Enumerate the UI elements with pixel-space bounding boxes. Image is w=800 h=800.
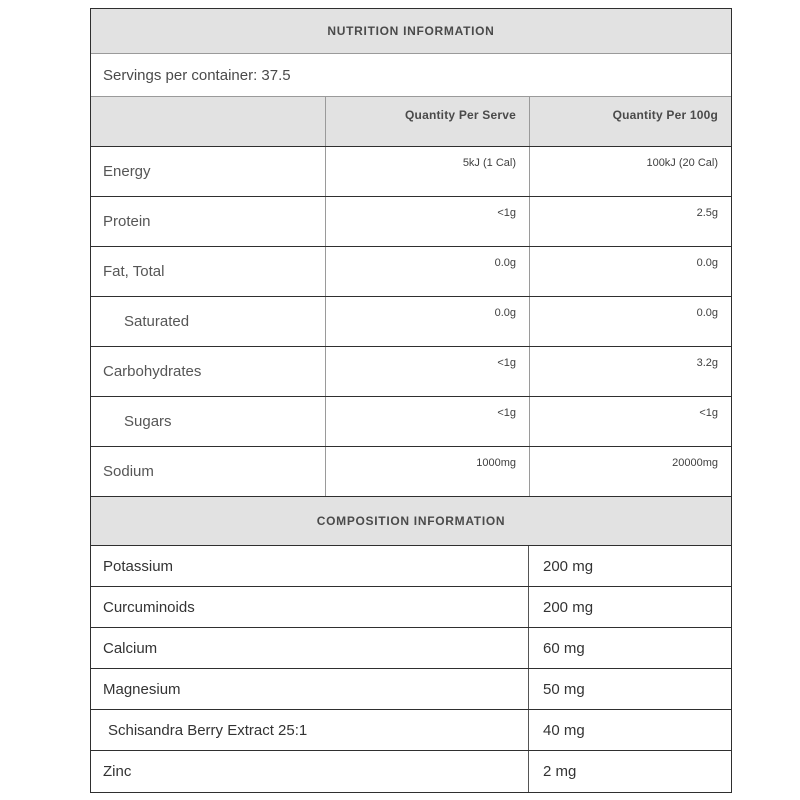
table-row-zinc <box>91 751 731 792</box>
row-label: Protein <box>103 213 151 230</box>
row-amount: 40 mg <box>528 710 731 750</box>
column-header-per-serve: Quantity Per Serve <box>325 97 529 146</box>
composition-information-title: COMPOSITION INFORMATION <box>91 497 731 546</box>
row-value-per-100g: 20000mg <box>529 447 731 496</box>
row-label: Carbohydrates <box>103 363 202 380</box>
table-row-curcuminoids <box>91 587 731 628</box>
row-value-per-serve: <1g <box>325 397 529 446</box>
row-label: Saturated <box>124 313 190 330</box>
row-value-per-100g: <1g <box>529 397 731 446</box>
table-row-fat-total <box>91 247 731 297</box>
row-value-per-serve: 0.0g <box>325 297 529 346</box>
row-label: Schisandra Berry Extract 25:1 <box>108 721 308 739</box>
row-value-per-100g: 2.5g <box>529 197 731 246</box>
row-label: Energy <box>103 163 151 180</box>
row-amount: 50 mg <box>528 669 731 709</box>
row-value-per-100g: 0.0g <box>529 297 731 346</box>
table-row-potassium <box>91 546 731 587</box>
table-row-energy <box>91 147 731 197</box>
table-row-saturated <box>91 297 731 347</box>
table-row-sodium <box>91 447 731 497</box>
row-label: Potassium <box>103 557 174 575</box>
row-label: Sugars <box>124 413 172 430</box>
row-amount: 200 mg <box>528 587 731 627</box>
column-header-blank <box>91 97 325 146</box>
table-row-protein <box>91 197 731 247</box>
table-row-calcium <box>91 628 731 669</box>
row-label: Zinc <box>103 763 132 780</box>
servings-text: Servings per container: 37.5 <box>103 66 291 84</box>
row-value-per-serve: 0.0g <box>325 247 529 296</box>
row-label: Fat, Total <box>103 263 165 280</box>
row-amount: 60 mg <box>528 628 731 668</box>
row-label: Magnesium <box>103 680 181 698</box>
row-label: Curcuminoids <box>103 598 195 616</box>
row-amount: 200 mg <box>528 546 731 586</box>
row-label: Calcium <box>103 639 158 657</box>
table-row-magnesium <box>91 669 731 710</box>
column-header-per-100g: Quantity Per 100g <box>529 97 731 146</box>
table-row-sugars <box>91 397 731 447</box>
row-amount: 2 mg <box>528 751 731 792</box>
row-value-per-100g: 100kJ (20 Cal) <box>529 147 731 196</box>
row-value-per-100g: 0.0g <box>529 247 731 296</box>
nutrition-information-title: NUTRITION INFORMATION <box>91 9 731 54</box>
row-value-per-serve: <1g <box>325 197 529 246</box>
table-row-schisandra-berry-extract <box>91 710 731 751</box>
row-value-per-100g: 3.2g <box>529 347 731 396</box>
row-value-per-serve: 1000mg <box>325 447 529 496</box>
table-row-carbohydrates <box>91 347 731 397</box>
nutrition-panel <box>90 8 732 793</box>
nutrition-column-header-row <box>91 97 731 147</box>
row-value-per-serve: 5kJ (1 Cal) <box>325 147 529 196</box>
row-label: Sodium <box>103 463 154 480</box>
row-value-per-serve: <1g <box>325 347 529 396</box>
servings-row <box>91 54 731 97</box>
